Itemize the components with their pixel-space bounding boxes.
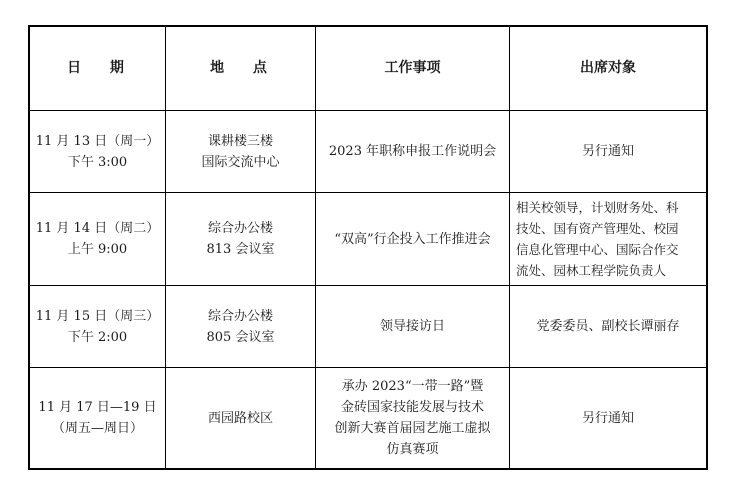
row3-date-time: 下午 2:00: [67, 329, 128, 345]
row4-attendees: [510, 368, 706, 468]
schedule-table: [28, 25, 708, 470]
row1-date-time: 下午 3:00: [67, 154, 128, 170]
row3-attendees-line: 党委委员、副校长谭丽存: [536, 319, 680, 334]
row3-date: [30, 286, 166, 368]
row1-location-room: 国际交流中心: [201, 154, 280, 170]
row1-date-day: 11 月 13 日（周一）: [35, 133, 160, 149]
row2-attendees-line: 技处、国有资产管理处、校园: [516, 221, 679, 236]
header-attendees: 出席对象: [510, 27, 706, 111]
row4-event: [316, 368, 510, 468]
row2-location: [166, 193, 316, 286]
row2-date-time: 上午 9:00: [67, 242, 128, 257]
row3-date-day: 11 月 15 日（周三）: [35, 308, 160, 324]
row3-event: [316, 286, 510, 368]
row2-attendees: [510, 193, 706, 286]
row4-event-line: 仿真赛项: [386, 442, 439, 457]
row2-attendees-line: 信息化管理中心、国际合作交: [516, 242, 679, 257]
row4-location: [166, 368, 316, 468]
row4-attendees-line: 另行通知: [581, 410, 634, 426]
row3-event-line: 领导接访日: [379, 319, 445, 334]
row4-location-campus: 西园路校区: [207, 410, 273, 426]
row3-location-building: 综合办公楼: [207, 308, 273, 324]
row1-location: [166, 111, 316, 193]
row4-event-line: 承办 2023“一带一路”暨: [341, 379, 484, 394]
row3-attendees: [510, 286, 706, 368]
row1-event: [316, 111, 510, 193]
row2-attendees-line: 相关校领导，计划财务处、科: [516, 200, 679, 215]
row2-date: [30, 193, 166, 286]
row1-date: [30, 111, 166, 193]
row2-location-room: 813 会议室: [206, 242, 275, 257]
header-event: 工作事项: [316, 27, 510, 111]
row3-location: [166, 286, 316, 368]
row2-event: [316, 193, 510, 286]
row1-location-building: 课耕楼三楼: [207, 133, 273, 149]
row2-date-day: 11 月 14 日（周二）: [35, 221, 160, 236]
row2-location-building: 综合办公楼: [207, 221, 273, 236]
header-date: 日 期: [30, 27, 166, 111]
row4-date-range: 11 月 17 日—19 日: [38, 400, 157, 415]
row1-attendees-line: 另行通知: [581, 144, 634, 159]
row1-attendees: [510, 111, 706, 193]
row4-event-line: 创新大赛首届园艺施工虚拟: [334, 421, 491, 436]
row4-date: [30, 368, 166, 468]
row1-event-line: 2023 年职称申报工作说明会: [328, 144, 497, 159]
row4-date-weekdays: （周五—周日）: [51, 421, 143, 436]
header-location: 地 点: [166, 27, 316, 111]
row2-event-line: “双高”行企投入工作推进会: [334, 231, 491, 247]
row4-event-line: 金砖国家技能发展与技术: [340, 400, 484, 415]
row3-location-room: 805 会议室: [206, 329, 275, 345]
row2-attendees-line: 流处、园林工程学院负责人: [516, 263, 667, 278]
